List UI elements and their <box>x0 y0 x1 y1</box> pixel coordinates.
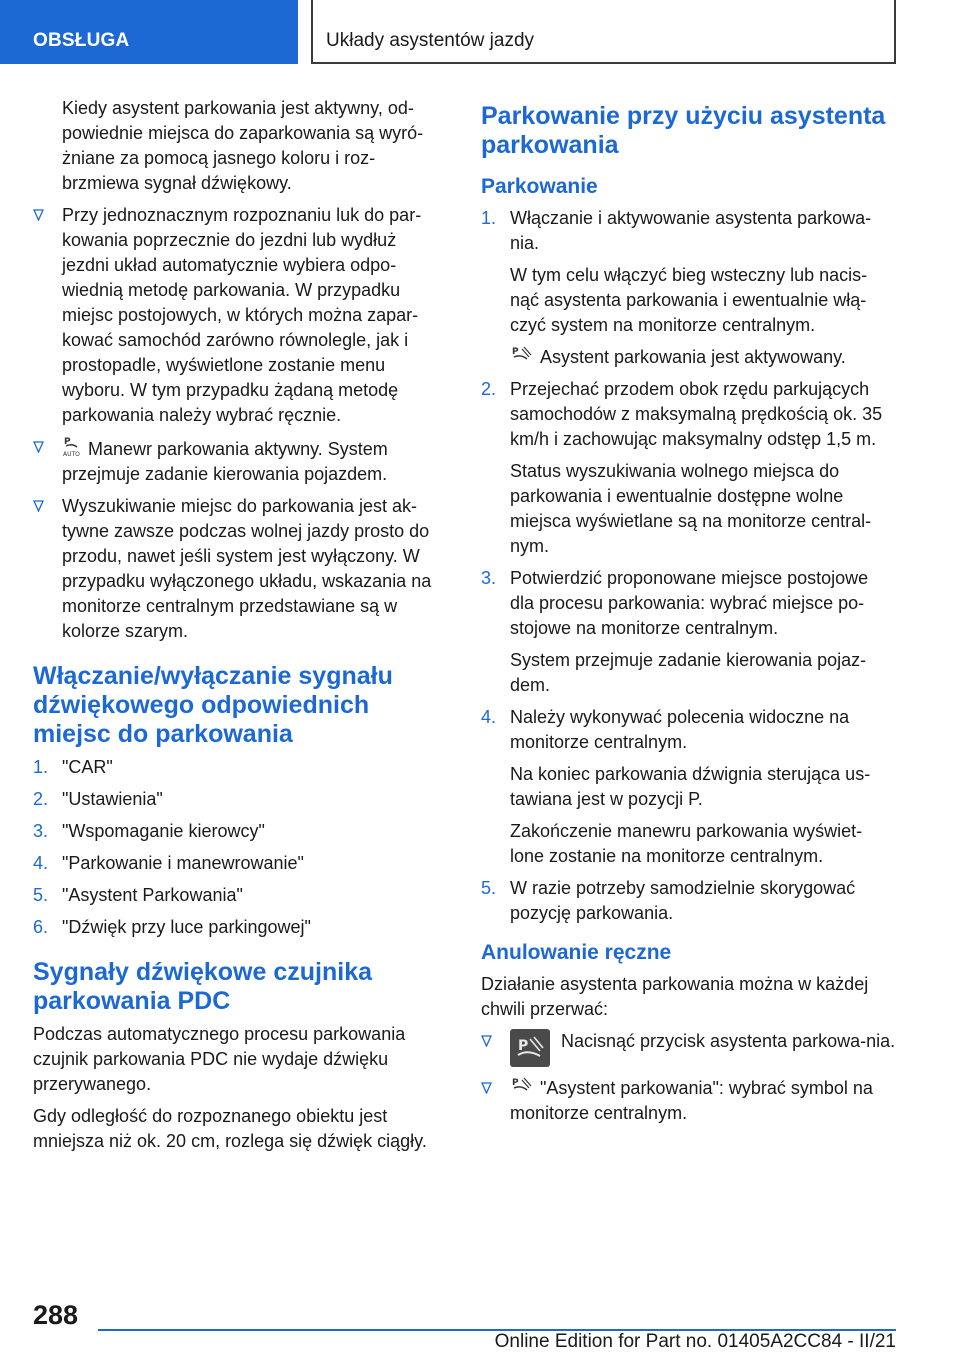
step-text: W razie potrzeby samodzielnie skorygować pozycję parkowania. <box>510 878 856 923</box>
step-number: 1. <box>481 208 497 228</box>
park-assist-icon <box>510 1076 534 1096</box>
bullet-item <box>33 203 445 428</box>
step-text: Włączanie i aktywowanie asystenta parkowa-nia. <box>510 208 872 253</box>
svg-text:P: P <box>512 1078 519 1088</box>
pdc-paragraph-1: Podczas automatycznego procesu parkowania czujnik parkowania PDC nie wydaje dźwięku przerywanego. <box>33 1024 406 1094</box>
park-assist-button-icon <box>510 1029 550 1067</box>
left-column <box>33 96 445 1161</box>
bullet-text: "Asystent parkowania": wybrać symbol na monitorze centralnym. <box>510 1078 873 1123</box>
step-item <box>33 915 445 940</box>
step-number: 2. <box>481 379 497 399</box>
step-detail: System przejmuje zadanie kierowania pojaz-dem. <box>510 650 867 695</box>
pdc-paragraph-2: Gdy odległość do rozpoznanego obiektu jest mniejsza niż ok. 20 cm, rozlega się dźwięk ciągły. <box>33 1106 427 1151</box>
bullet-text: Nacisnąć przycisk asystenta parkowa-nia. <box>561 1031 896 1051</box>
step-number: 5. <box>33 885 49 905</box>
heading-main: Parkowanie przy użyciu asystenta parkowania <box>481 102 886 159</box>
step-number: 2. <box>33 789 49 809</box>
section-tab <box>0 0 298 64</box>
step-number: 4. <box>481 707 497 727</box>
step-number: 5. <box>481 878 497 898</box>
step-text: "Asystent Parkowania" <box>62 885 243 905</box>
intro-paragraph: Kiedy asystent parkowania jest aktywny, od-powiednie miejsca do zaparkowania są wyró-żniane za pomocą jasnego koloru i roz-brzmiewa sygnał dźwiękowy. <box>62 98 424 193</box>
step-item <box>33 851 445 876</box>
step-item <box>481 705 896 869</box>
step-number: 3. <box>481 568 497 588</box>
step-item <box>481 566 896 698</box>
heading-parking: Parkowanie <box>481 175 598 198</box>
bullet-text: Przy jednoznacznym rozpoznaniu luk do par-kowania poprzecznie do jezdni lub wydłuż jezdni układ automatycznie wybiera odpo-wiednią metodę parkowania. W przypadku miejsc postojowych, w których można zapar-kować samochód zarówno równolegle, jak i prostopadle, wyświetlone zostanie menu wyboru. W tym przypadku żądaną metodę parkowania należy wybrać ręcznie. <box>62 205 422 425</box>
step-detail: Na koniec parkowania dźwignia sterująca us-tawiana jest w pozycji P. <box>510 764 871 809</box>
step-number: 1. <box>33 757 49 777</box>
bullet-text: Wyszukiwanie miejsc do parkowania jest ak-tywne zawsze podczas wolnej jazdy prosto do przodu, nawet jeśli system jest wyłączony. W przypadku wyłączonego układu, wskazania na monitorze centralnym przedstawiane są w kolorze szarym. <box>62 496 432 641</box>
bullet-item <box>481 1029 896 1069</box>
step-item <box>33 883 445 908</box>
step-number: 3. <box>33 821 49 841</box>
svg-text:P: P <box>518 1038 529 1054</box>
page-number: 288 <box>33 1300 79 1330</box>
step-text: "CAR" <box>62 757 113 777</box>
bullet-text: Manewr parkowania aktywny. System przejmuje zadanie kierowania pojazdem. <box>62 439 388 484</box>
step-item <box>33 755 445 780</box>
step-text: "Parkowanie i manewrowanie" <box>62 853 304 873</box>
cancel-paragraph: Działanie asystenta parkowania można w każdej chwili przerwać: <box>481 974 869 1019</box>
chapter-tab <box>311 0 896 64</box>
triangle-bullet-icon <box>33 441 44 453</box>
step-item <box>33 819 445 844</box>
right-column <box>481 96 896 1133</box>
triangle-bullet-icon <box>33 209 44 221</box>
step-number: 4. <box>33 853 49 873</box>
heading-cancel: Anulowanie ręczne <box>481 941 672 964</box>
bullet-item <box>481 1076 896 1126</box>
heading-pdc: Sygnały dźwiękowe czujnika parkowania PDC <box>33 958 373 1015</box>
step-text: Należy wykonywać polecenia widoczne na monitorze centralnym. <box>510 707 850 752</box>
step-number: 6. <box>33 917 49 937</box>
park-assist-auto-icon <box>62 435 82 457</box>
step-detail: Status wyszukiwania wolnego miejsca do parkowania i ewentualnie dostępne wolne miejsca wyświetlane są na monitorze central-nym. <box>510 461 872 556</box>
chapter-title: Układy asystentów jazdy <box>326 30 535 51</box>
step-icon-line <box>510 345 896 370</box>
svg-text:P: P <box>512 347 519 357</box>
step-text: "Ustawienia" <box>62 789 163 809</box>
step-detail: Zakończenie manewru parkowania wyświet-lone zostanie na monitorze centralnym. <box>510 821 863 866</box>
step-item <box>481 876 896 926</box>
step-text: Przejechać przodem obok rzędu parkujących samochodów z maksymalną prędkością ok. 35 km/h i zachowując maksymalny odstęp 1,5 m. <box>510 379 883 449</box>
step-item <box>33 787 445 812</box>
park-assist-icon <box>510 345 534 365</box>
footer-edition: Online Edition for Part no. 01405A2CC84 - II/21 <box>494 1331 896 1352</box>
step-text: "Wspomaganie kierowcy" <box>62 821 265 841</box>
triangle-bullet-icon <box>481 1035 492 1047</box>
triangle-bullet-icon <box>481 1082 492 1094</box>
step-text: "Dźwięk przy luce parkingowej" <box>62 917 311 937</box>
section-title: OBSŁUGA <box>33 30 130 51</box>
step-item <box>481 377 896 559</box>
svg-text:P: P <box>64 437 71 447</box>
svg-text:AUTO: AUTO <box>63 451 80 457</box>
step-text: Potwierdzić proponowane miejsce postojowe dla procesu parkowania: wybrać miejsce po-stojowe na monitorze centralnym. <box>510 568 869 638</box>
bullet-item <box>33 435 445 487</box>
triangle-bullet-icon <box>33 500 44 512</box>
step-detail: W tym celu włączyć bieg wsteczny lub nacis-nąć asystenta parkowania i ewentualnie włą-czyć system na monitorze centralnym. <box>510 265 868 335</box>
bullet-item <box>33 494 445 644</box>
heading-signal: Włączanie/wyłączanie sygnału dźwiękowego odpowiednich miejsc do parkowania <box>33 662 393 748</box>
step-icon-text: Asystent parkowania jest aktywowany. <box>540 347 846 367</box>
step-item <box>481 206 896 370</box>
